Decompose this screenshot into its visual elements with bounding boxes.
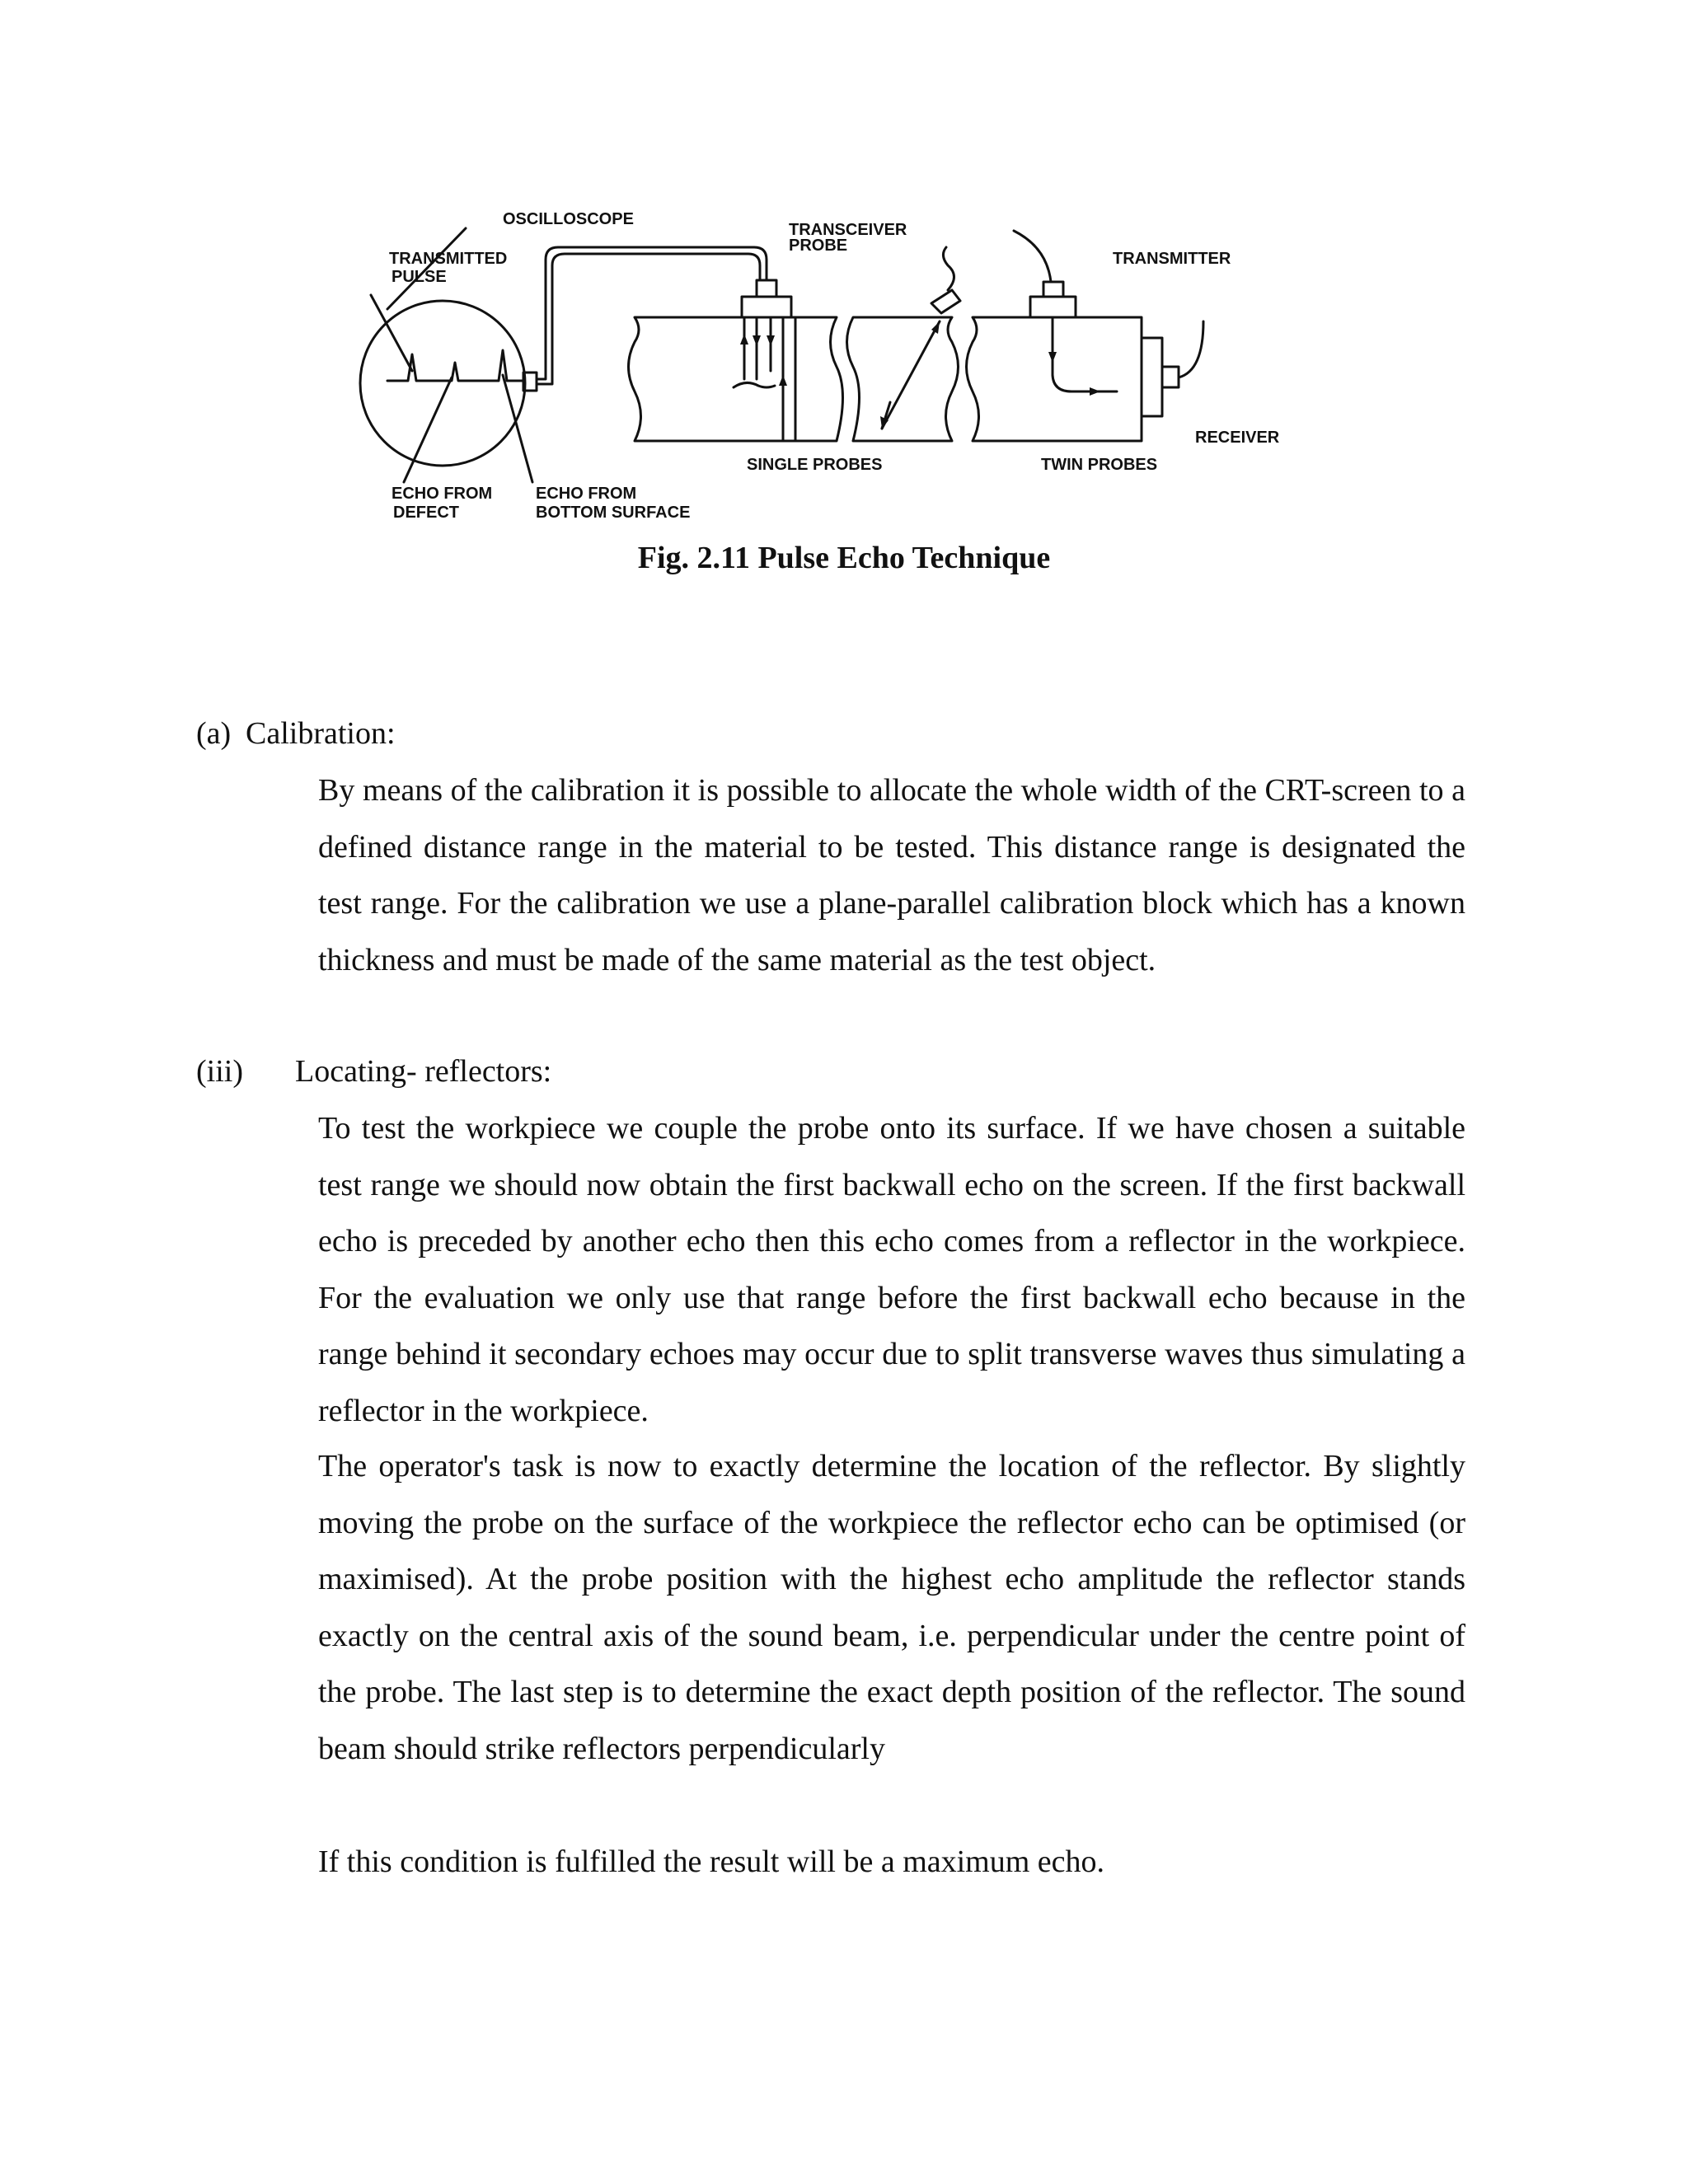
label-echo-defect-1: ECHO FROM — [392, 485, 493, 503]
section-a-title: Calibration: — [246, 716, 396, 751]
label-echo-defect-2: DEFECT — [393, 504, 459, 522]
oscilloscope-screen — [360, 301, 525, 466]
angle-probe — [931, 290, 960, 313]
label-echo-bottom-2: BOTTOM SURFACE — [536, 504, 691, 522]
transmitter-probe — [1030, 297, 1076, 317]
section-iii-paragraph-3: If this condition is fulfilled the result will be a maximum echo. — [318, 1844, 1105, 1879]
section-a-label: (a) — [196, 716, 232, 751]
section-iii-label: (iii) — [196, 1054, 243, 1089]
label-transmitted-2: PULSE — [392, 268, 447, 286]
section-iii-paragraph-1: To test the workpiece we couple the probe onto its surface. If we have chosen a suitable test range we should now obtain the first backwall echo on the screen. If the first backwall echo is preceded by another echo then this echo comes from a reflector in the workpiece. For the evaluation we only use that range before the first backwall echo because in the range behind it secondary echoes may occur due to split transverse waves thus simulating a reflector in the workpiece. — [318, 1111, 1465, 1428]
transceiver-probe — [742, 297, 791, 317]
receiver-probe — [1142, 338, 1162, 416]
test-block-1 — [629, 317, 843, 441]
label-twin-probes: TWIN PROBES — [1041, 456, 1158, 474]
section-iii-paragraph-2: The operator's task is now to exactly determine the location of the reflector. By slightly moving the probe on the surface of the workpiece the reflector echo can be optimised (or maximised). At the probe position with the highest echo amplitude the reflector stands exactly on the central axis of the sound beam, i.e. perpendicular under the centre point of the probe. The last step is to determine the exact depth position of the reflector. The sound beam should strike reflectors perpendicularly — [318, 1449, 1465, 1766]
probe-cable — [537, 247, 767, 379]
label-transmitter: TRANSMITTER — [1113, 250, 1231, 268]
section-iii-title: Locating- reflectors: — [295, 1054, 552, 1089]
figure-caption: Fig. 2.11 Pulse Echo Technique — [637, 541, 1051, 575]
label-receiver: RECEIVER — [1195, 429, 1280, 447]
section-a-paragraph: By means of the calibration it is possible to allocate the whole width of the CRT-screen to a defined distance range in the material to be tested. This distance range is designated the test range. For the calibration we use a plane-parallel calibration block which has a known thickness and must be made of the same material as the test object. — [318, 773, 1465, 977]
label-oscilloscope: OSCILLOSCOPE — [503, 210, 634, 228]
label-echo-bottom-1: ECHO FROM — [536, 485, 637, 503]
test-block-2 — [847, 317, 959, 441]
pulse-echo-diagram — [354, 198, 1343, 544]
label-single-probes: SINGLE PROBES — [747, 456, 883, 474]
label-transceiver-1: TRANSCEIVER — [789, 221, 907, 239]
label-transceiver-2: PROBE — [789, 237, 848, 255]
label-transmitted-1: TRANSMITTED — [389, 250, 508, 268]
